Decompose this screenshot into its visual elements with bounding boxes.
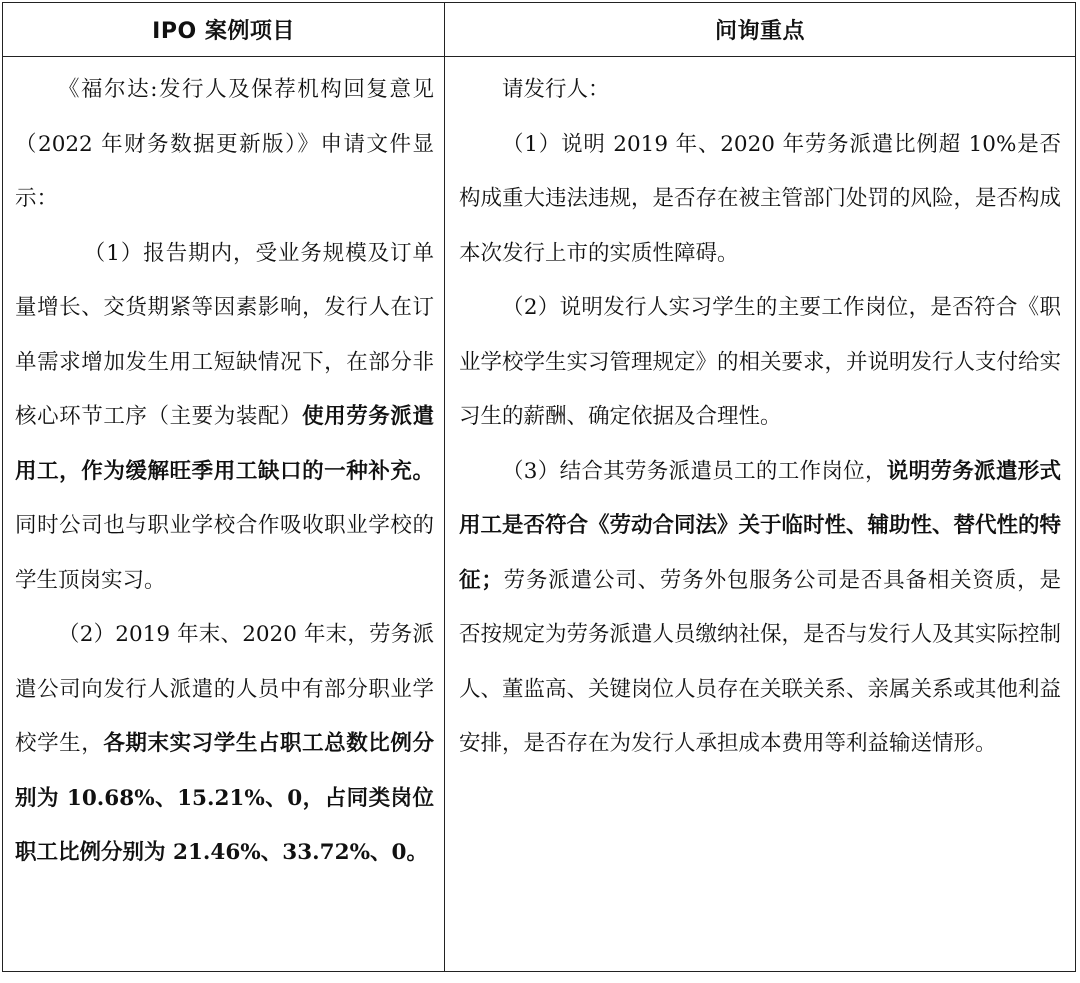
- header-inquiry-focus: 问询重点: [445, 3, 1076, 57]
- ipo-case-table: [2, 2, 1076, 972]
- header-ipo-case: IPO 案例项目: [3, 3, 445, 57]
- case-point-1-text: （1）报告期内，受业务规模及订单量增长、交货期紧等因素影响，发行人在订单需求增加发生用工短缺情况下，在部分非核心环节工序（主要为装配）: [15, 240, 434, 429]
- case-point-1-emphasis: 使用劳务派遣用工，作为缓解旺季用工缺口的一种补充。: [15, 404, 434, 484]
- inquiry-focus-cell: [445, 57, 1076, 972]
- header-row: [3, 3, 1076, 57]
- case-point-1-tail: 同时公司也与职业学校合作吸收职业学校的学生顶岗实习。: [15, 513, 434, 593]
- case-source-text: 《福尔达:发行人及保荐机构回复意见（2022 年财务数据更新版）》申请文件显示：: [15, 77, 434, 211]
- case-source-paragraph: [15, 63, 434, 227]
- inquiry-question-1-text: （1）说明 2019 年、2020 年劳务派遣比例超 10%是否构成重大违法违规，是否存在被主管部门处罚的风险，是否构成本次发行上市的实质性障碍。: [459, 131, 1062, 266]
- case-point-2-emphasis: 各期末实习学生占职工总数比例分别为 10.68%、15.21%、0，占同类岗位职工比例分别为 21.46%、33.72%、0。: [15, 731, 434, 865]
- inquiry-intro-text: 请发行人：: [502, 77, 610, 102]
- inquiry-question-3-text: （3）结合其劳务派遣员工的工作岗位，: [502, 458, 887, 484]
- case-point-1: [15, 227, 434, 609]
- inquiry-intro: [459, 63, 1061, 118]
- inquiry-question-2-text: （2）说明发行人实习学生的主要工作岗位，是否符合《职业学校学生实习管理规定》的相关要求，并说明发行人支付给实习生的薪酬、确定依据及合理性。: [459, 295, 1062, 429]
- inquiry-question-3: [459, 445, 1061, 772]
- inquiry-question-1: [459, 118, 1061, 282]
- inquiry-question-3-emphasis: 说明劳务派遣形式用工是否符合《劳动合同法》关于临时性、辅助性、替代性的特征；: [459, 458, 1062, 593]
- inquiry-question-3-tail: 劳务派遣公司、劳务外包服务公司是否具备相关资质，是否按规定为劳务派遣人员缴纳社保，是否与发行人及其实际控制人、董监高、关键岗位人员存在关联关系、亲属关系或其他利益安排，是否存在为发行人承担成本费用等利益输送情形。: [459, 567, 1062, 756]
- inquiry-question-2: [459, 281, 1061, 445]
- case-description-cell: [3, 57, 445, 972]
- case-point-2-text: （2）2019 年末、2020 年末，劳务派遣公司向发行人派遣的人员中有部分职业学校学生，: [15, 622, 434, 756]
- content-row: [3, 57, 1076, 972]
- case-point-2: [15, 608, 434, 881]
